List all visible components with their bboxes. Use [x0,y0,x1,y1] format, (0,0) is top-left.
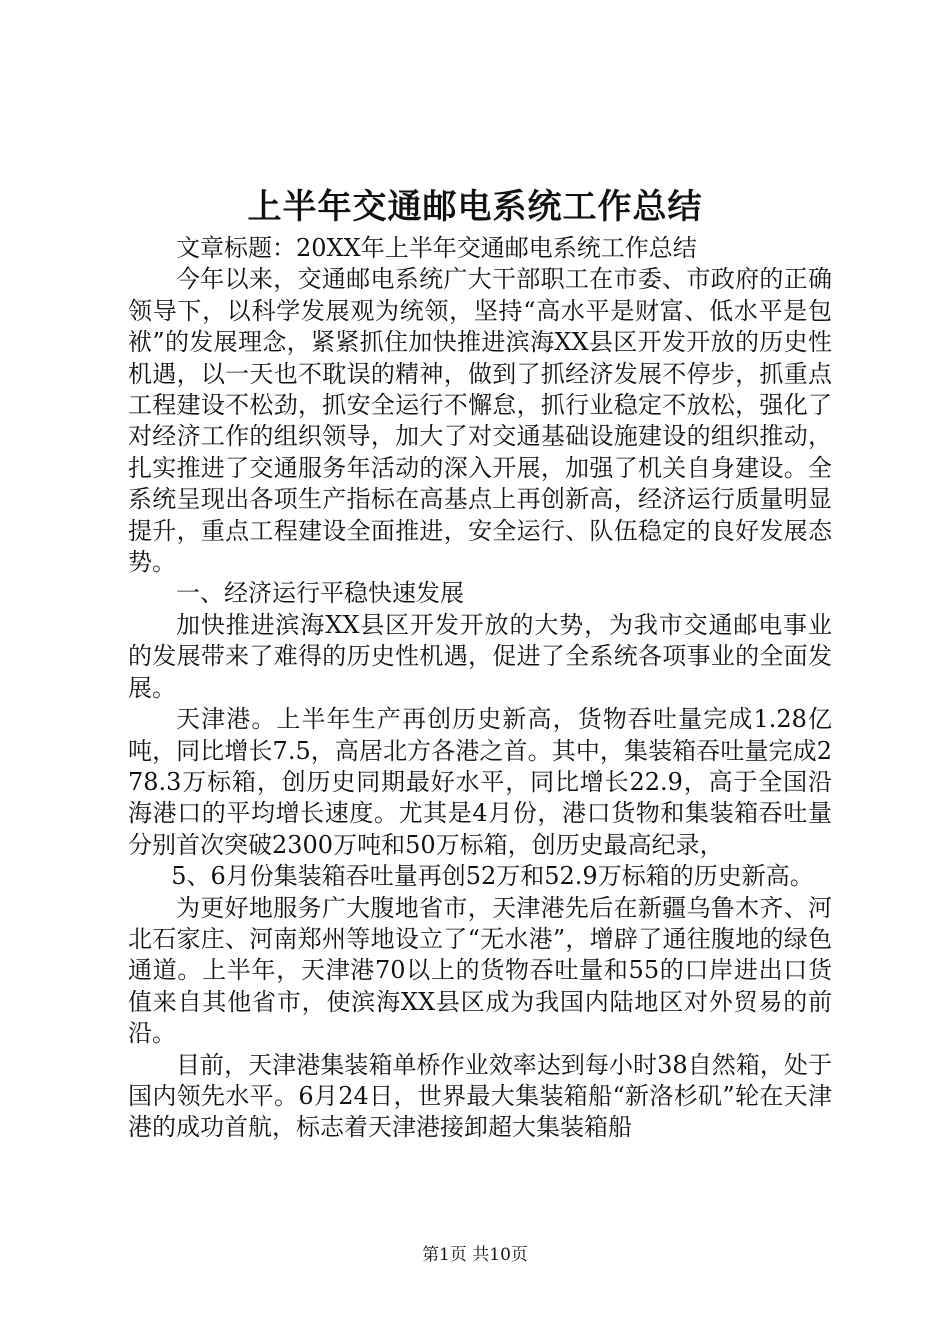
article-title-line: 文章标题：20XX年上半年交通邮电系统工作总结 [176,234,697,262]
section-heading: 一、经济运行平稳快速发展 [176,579,464,608]
document-title: 上半年交通邮电系统工作总结 [247,187,703,227]
paragraph: 为更好地服务广大腹地省市，天津港先后在新疆乌鲁木齐、河北石家庄、河南郑州等地设立了“无水港”，增辟了通往腹地的绿色通道。上半年，天津港70以上的货物吞吐量和55的口岸进出口货值来自其他省市，使滨海XX县区成为我国内陆地区对外贸易的前沿。 [128,893,832,1048]
page-footer: 第1页 共10页 [422,1245,528,1265]
document-body [128,233,832,1144]
paragraph: 天津港。上半年生产再创历史新高，货物吞吐量完成1.28亿吨，同比增长7.5，高居北方各港之首。其中，集装箱吞吐量完成278.3万标箱，创历史同期最好水平，同比增长22.9，高于全国沿海港口的平均增长速度。尤其是4月份，港口货物和集装箱吞吐量分别首次突破2300万吨和50万标箱，创历史最高纪录， [128,705,832,859]
paragraph-intro: 今年以来，交通邮电系统广大干部职工在市委、市政府的正确领导下，以科学发展观为统领，坚持“高水平是财富、低水平是包袱”的发展理念，紧紧抓住加快推进滨海XX县区开发开放的历史性机遇，以一天也不耽误的精神，做到了抓经济发展不停步，抓重点工程建设不松劲，抓安全运行不懈怠，抓行业稳定不放松，强化了对经济工作的组织领导，加大了对交通基础设施建设的组织推动，扎实推进了交通服务年活动的深入开展，加强了机关自身建设。全系统呈现出各项生产指标在高基点上再创新高，经济运行质量明显提升，重点工程建设全面推进，安全运行、队伍稳定的良好发展态势。 [128,265,832,577]
paragraph: 加快推进滨海XX县区开发开放的大势，为我市交通邮电事业的发展带来了难得的历史性机遇，促进了全系统各项事业的全面发展。 [128,610,832,702]
paragraph: 5、6月份集装箱吞吐量再创52万和52.9万标箱的历史新高。 [171,862,814,891]
paragraph: 目前，天津港集装箱单桥作业效率达到每小时38自然箱，处于国内领先水平。6月24日，世界最大集装箱船“新洛杉矶”轮在天津港的成功首航，标志着天津港接卸超大集装箱船 [128,1050,832,1142]
